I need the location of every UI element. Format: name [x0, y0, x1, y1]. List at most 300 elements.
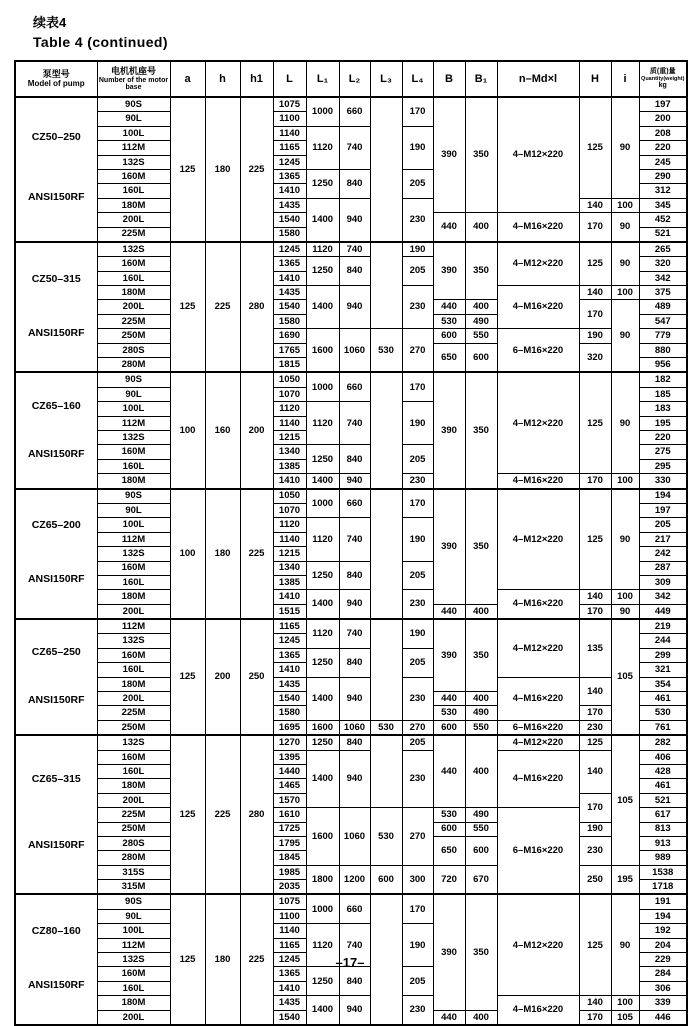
dim-i-cell: 90 — [611, 242, 639, 286]
weight-cell: 461 — [639, 692, 687, 706]
dim-H-cell: 140 — [579, 198, 611, 212]
dim-L-cell: 1075 — [273, 894, 306, 909]
motor-base-cell: 200L — [97, 213, 170, 227]
dim-L2-cell: 660 — [339, 372, 370, 401]
dim-H-cell: 170 — [579, 300, 611, 329]
dim-L1-cell: 1400 — [306, 750, 339, 808]
weight-cell: 220 — [639, 141, 687, 155]
weight-cell: 182 — [639, 372, 687, 387]
dim-B1-cell: 600 — [465, 343, 497, 372]
dim-L2-cell: 1200 — [339, 865, 370, 894]
dim-L-cell: 1120 — [273, 518, 306, 532]
col-header-L1: L₁ — [306, 61, 339, 97]
dim-L-cell: 1070 — [273, 503, 306, 517]
dim-a-cell: 125 — [170, 242, 205, 373]
dim-H-cell: 320 — [579, 343, 611, 372]
weight-cell: 200 — [639, 112, 687, 126]
weight-cell: 244 — [639, 634, 687, 648]
dim-B1-cell: 550 — [465, 720, 497, 735]
dim-L2-cell: 940 — [339, 286, 370, 329]
weight-cell: 354 — [639, 677, 687, 691]
dim-nMdl-cell: 4–M12×220 — [497, 619, 579, 677]
motor-base-cell: 132S — [97, 430, 170, 444]
dim-L-cell: 1410 — [273, 590, 306, 604]
dim-L-cell: 1540 — [273, 300, 306, 314]
table-row — [15, 489, 687, 504]
weight-cell: 284 — [639, 967, 687, 981]
dim-L4-cell: 190 — [402, 619, 433, 648]
dim-L4-cell: 230 — [402, 590, 433, 619]
dim-h-cell: 180 — [205, 894, 240, 1025]
dim-L-cell: 1140 — [273, 924, 306, 938]
dim-L2-cell: 940 — [339, 996, 370, 1025]
motor-base-cell: 100L — [97, 518, 170, 532]
dim-L-cell: 1435 — [273, 198, 306, 212]
weight-cell: 185 — [639, 387, 687, 401]
weight-cell: 299 — [639, 648, 687, 662]
dim-B1-cell: 490 — [465, 314, 497, 328]
weight-cell: 1718 — [639, 880, 687, 895]
dim-nMdl-cell: 4–M16×220 — [497, 474, 579, 489]
dim-L4-cell: 170 — [402, 97, 433, 126]
motor-base-cell: 132S — [97, 155, 170, 169]
flange-standard-label: ANSI150RF — [27, 694, 85, 707]
dim-L1-cell: 1400 — [306, 590, 339, 619]
weight-cell: 452 — [639, 213, 687, 227]
dim-L-cell: 1165 — [273, 938, 306, 952]
dim-L-cell: 1075 — [273, 97, 306, 112]
weight-cell: 242 — [639, 547, 687, 561]
motor-base-cell: 160L — [97, 663, 170, 677]
dim-B1-cell: 400 — [465, 604, 497, 619]
dim-i-cell: 90 — [611, 97, 639, 198]
dim-L-cell: 1385 — [273, 459, 306, 473]
motor-base-cell: 280M — [97, 358, 170, 373]
dim-i-cell: 195 — [611, 865, 639, 894]
dim-L-cell: 1815 — [273, 358, 306, 373]
header-model-en: Model of pump — [27, 78, 85, 88]
dim-L4-cell: 205 — [402, 967, 433, 996]
dim-L4-cell: 230 — [402, 198, 433, 242]
dim-a-cell: 125 — [170, 735, 205, 894]
dim-H-cell: 125 — [579, 242, 611, 286]
pump-model-label: CZ80–160 — [31, 925, 81, 938]
dim-L-cell: 1165 — [273, 619, 306, 634]
header-motor-en: Number of the motor base — [98, 76, 169, 91]
table-row — [15, 329, 687, 343]
dim-H-cell: 170 — [579, 793, 611, 822]
dim-L4-cell: 190 — [402, 242, 433, 257]
dim-L-cell: 1435 — [273, 677, 306, 691]
dim-L1-cell: 1400 — [306, 198, 339, 242]
dim-B-cell: 440 — [433, 1010, 465, 1025]
weight-cell: 197 — [639, 503, 687, 517]
table-row — [15, 242, 687, 257]
motor-base-cell: 250M — [97, 822, 170, 836]
table-row — [15, 865, 687, 879]
weight-cell: 217 — [639, 532, 687, 546]
dim-nMdl-cell: 4–M12×220 — [497, 97, 579, 213]
weight-cell: 345 — [639, 198, 687, 212]
dim-H-cell: 170 — [579, 1010, 611, 1025]
motor-base-cell: 132S — [97, 242, 170, 257]
dim-L1-cell: 1800 — [306, 865, 339, 894]
dim-L4-cell: 190 — [402, 924, 433, 967]
motor-base-cell: 112M — [97, 141, 170, 155]
dim-i-cell: 90 — [611, 213, 639, 242]
motor-base-cell: 160M — [97, 967, 170, 981]
dim-i-cell: 105 — [611, 735, 639, 865]
dim-L-cell: 1070 — [273, 387, 306, 401]
dim-B1-cell: 400 — [465, 692, 497, 706]
flange-standard-label: ANSI150RF — [27, 191, 85, 204]
dim-i-cell: 100 — [611, 996, 639, 1010]
dim-L-cell: 1765 — [273, 343, 306, 357]
table-title-zh: 续表4 — [33, 15, 67, 30]
dim-L3-cell — [370, 489, 402, 620]
dim-L-cell: 1580 — [273, 314, 306, 328]
pump-spec-table — [14, 60, 688, 1026]
table-title-en: Table 4 (continued) — [33, 34, 168, 50]
motor-base-cell: 160L — [97, 459, 170, 473]
dim-L-cell: 1365 — [273, 257, 306, 271]
dim-L2-cell: 840 — [339, 169, 370, 198]
dim-L4-cell: 270 — [402, 329, 433, 373]
dim-i-cell: 90 — [611, 300, 639, 372]
dim-L4-cell: 205 — [402, 169, 433, 198]
dim-L-cell: 1610 — [273, 808, 306, 822]
weight-cell: 282 — [639, 735, 687, 750]
col-header-weight — [639, 61, 687, 97]
dim-B1-cell: 550 — [465, 822, 497, 836]
motor-base-cell: 200L — [97, 793, 170, 807]
dim-B-cell: 440 — [433, 300, 465, 314]
dim-i-cell: 90 — [611, 894, 639, 995]
flange-standard-label: ANSI150RF — [27, 447, 85, 460]
dim-L2-cell: 840 — [339, 735, 370, 750]
dim-nMdl-cell: 6–M16×220 — [497, 808, 579, 895]
motor-base-cell: 100L — [97, 126, 170, 140]
dim-L1-cell: 1120 — [306, 619, 339, 648]
dim-L1-cell: 1120 — [306, 242, 339, 257]
dim-L-cell: 1410 — [273, 474, 306, 489]
model-cell — [15, 619, 97, 735]
dim-H-cell: 140 — [579, 677, 611, 706]
dim-nMdl-cell: 6–M16×220 — [497, 720, 579, 735]
dim-L4-cell: 205 — [402, 561, 433, 590]
col-header-h1: h1 — [240, 61, 273, 97]
table-row — [15, 97, 687, 112]
motor-base-cell: 225M — [97, 227, 170, 242]
dim-L1-cell: 1000 — [306, 97, 339, 126]
dim-L2-cell: 740 — [339, 619, 370, 648]
table-row — [15, 474, 687, 489]
header-weight-en: Quantity(weight) — [641, 75, 685, 82]
dim-L2-cell: 740 — [339, 242, 370, 257]
dim-a-cell: 125 — [170, 619, 205, 735]
dim-L1-cell: 1400 — [306, 474, 339, 489]
dim-L-cell: 1100 — [273, 112, 306, 126]
dim-H-cell: 125 — [579, 489, 611, 590]
weight-cell: 312 — [639, 184, 687, 198]
dim-H-cell: 125 — [579, 372, 611, 473]
dim-B1-cell: 350 — [465, 372, 497, 488]
weight-cell: 220 — [639, 430, 687, 444]
dim-h-cell: 200 — [205, 619, 240, 735]
dim-L2-cell: 840 — [339, 257, 370, 286]
dim-h-cell: 225 — [205, 735, 240, 894]
dim-H-cell: 170 — [579, 604, 611, 619]
pump-model-label: CZ65–250 — [31, 646, 81, 659]
motor-base-cell: 200L — [97, 604, 170, 619]
dim-L4-cell: 230 — [402, 286, 433, 329]
dim-L2-cell: 660 — [339, 489, 370, 518]
dim-L2-cell: 940 — [339, 198, 370, 242]
weight-cell: 287 — [639, 561, 687, 575]
dim-L-cell: 1050 — [273, 372, 306, 387]
dim-nMdl-cell: 4–M12×220 — [497, 489, 579, 590]
table-row — [15, 619, 687, 634]
header-weight-unit: kg — [658, 81, 667, 89]
dim-H-cell: 140 — [579, 996, 611, 1010]
dim-B-cell: 440 — [433, 213, 465, 242]
motor-base-cell: 180M — [97, 198, 170, 212]
header-row — [15, 61, 687, 97]
dim-B1-cell: 400 — [465, 735, 497, 807]
dim-L1-cell: 1600 — [306, 808, 339, 866]
col-header-n-Md-l: n–Md×l — [497, 61, 579, 97]
dim-i-cell: 90 — [611, 489, 639, 590]
dim-L-cell: 1245 — [273, 155, 306, 169]
dim-a-cell: 125 — [170, 97, 205, 242]
motor-base-cell: 200L — [97, 1010, 170, 1025]
dim-B1-cell: 350 — [465, 894, 497, 1010]
dim-L-cell: 1140 — [273, 532, 306, 546]
dim-L2-cell: 1060 — [339, 720, 370, 735]
dim-B-cell: 530 — [433, 808, 465, 822]
dim-B1-cell: 600 — [465, 836, 497, 865]
header-weight-zh: 质(重)量 — [649, 68, 676, 76]
motor-base-cell: 315S — [97, 865, 170, 879]
dim-B1-cell: 350 — [465, 489, 497, 605]
dim-L-cell: 1795 — [273, 836, 306, 850]
dim-L-cell: 1410 — [273, 184, 306, 198]
dim-L4-cell: 170 — [402, 372, 433, 401]
dim-L3-cell — [370, 619, 402, 720]
dim-L-cell: 1845 — [273, 851, 306, 865]
motor-base-cell: 180M — [97, 590, 170, 604]
weight-cell: 309 — [639, 575, 687, 589]
dim-h1-cell: 280 — [240, 242, 273, 373]
col-header-L4: L₄ — [402, 61, 433, 97]
weight-cell: 446 — [639, 1010, 687, 1025]
header-motor-zh: 电机机座号 — [110, 65, 156, 76]
dim-a-cell: 125 — [170, 894, 205, 1025]
dim-L2-cell: 1060 — [339, 329, 370, 373]
dim-B1-cell: 550 — [465, 329, 497, 343]
dim-L2-cell: 660 — [339, 894, 370, 923]
motor-base-cell: 90S — [97, 894, 170, 909]
dim-L-cell: 1435 — [273, 996, 306, 1010]
dim-B-cell: 440 — [433, 692, 465, 706]
dim-L2-cell: 740 — [339, 402, 370, 445]
dim-L4-cell: 205 — [402, 257, 433, 286]
dim-B1-cell: 400 — [465, 300, 497, 314]
dim-L2-cell: 840 — [339, 648, 370, 677]
dim-L1-cell: 1000 — [306, 894, 339, 923]
dim-L3-cell: 530 — [370, 808, 402, 866]
motor-base-cell: 200L — [97, 300, 170, 314]
motor-base-cell: 160L — [97, 271, 170, 285]
motor-base-cell: 180M — [97, 677, 170, 691]
dim-L-cell: 1410 — [273, 663, 306, 677]
dim-H-cell: 230 — [579, 720, 611, 735]
motor-base-cell: 90S — [97, 489, 170, 504]
model-cell — [15, 372, 97, 488]
weight-cell: 245 — [639, 155, 687, 169]
dim-H-cell: 190 — [579, 329, 611, 343]
col-header-L: L — [273, 61, 306, 97]
dim-L-cell: 1340 — [273, 561, 306, 575]
dim-L2-cell: 740 — [339, 126, 370, 169]
table-row — [15, 996, 687, 1010]
dim-nMdl-cell: 4–M16×220 — [497, 750, 579, 808]
dim-L4-cell: 190 — [402, 518, 433, 561]
weight-cell: 295 — [639, 459, 687, 473]
motor-base-cell: 280S — [97, 836, 170, 850]
dim-H-cell: 125 — [579, 97, 611, 198]
dim-i-cell: 105 — [611, 1010, 639, 1025]
dim-L-cell: 1385 — [273, 575, 306, 589]
motor-base-cell: 160L — [97, 981, 170, 995]
weight-cell: 813 — [639, 822, 687, 836]
dim-L-cell: 1165 — [273, 141, 306, 155]
dim-L-cell: 1580 — [273, 706, 306, 720]
motor-base-cell: 132S — [97, 547, 170, 561]
dim-nMdl-cell: 4–M16×220 — [497, 286, 579, 329]
dim-L-cell: 1395 — [273, 750, 306, 764]
dim-L3-cell: 530 — [370, 720, 402, 735]
dim-L1-cell: 1250 — [306, 445, 339, 474]
motor-base-cell: 132S — [97, 735, 170, 750]
dim-L2-cell: 840 — [339, 561, 370, 590]
col-header-a: a — [170, 61, 205, 97]
motor-base-cell: 225M — [97, 314, 170, 328]
weight-cell: 219 — [639, 619, 687, 634]
table-row — [15, 720, 687, 735]
motor-base-cell: 90S — [97, 97, 170, 112]
dim-i-cell: 105 — [611, 619, 639, 735]
dim-L-cell: 1365 — [273, 967, 306, 981]
dim-B-cell: 390 — [433, 894, 465, 1010]
table-row — [15, 286, 687, 300]
dim-i-cell: 100 — [611, 474, 639, 489]
dim-H-cell: 125 — [579, 894, 611, 995]
dim-h-cell: 180 — [205, 97, 240, 242]
table-row — [15, 750, 687, 764]
dim-L3-cell — [370, 97, 402, 242]
motor-base-cell: 180M — [97, 286, 170, 300]
dim-B-cell: 720 — [433, 865, 465, 894]
col-header-L3: L₃ — [370, 61, 402, 97]
dim-nMdl-cell: 4–M12×220 — [497, 735, 579, 750]
weight-cell: 761 — [639, 720, 687, 735]
dim-L2-cell: 840 — [339, 445, 370, 474]
dim-h1-cell: 250 — [240, 619, 273, 735]
weight-cell: 617 — [639, 808, 687, 822]
dim-L1-cell: 1600 — [306, 329, 339, 373]
dim-L-cell: 1515 — [273, 604, 306, 619]
dim-h1-cell: 280 — [240, 735, 273, 894]
motor-base-cell: 112M — [97, 532, 170, 546]
dim-L-cell: 1365 — [273, 169, 306, 183]
weight-cell: 195 — [639, 416, 687, 430]
col-header-B1: B₁ — [465, 61, 497, 97]
motor-base-cell: 132S — [97, 953, 170, 967]
dim-L1-cell: 1600 — [306, 720, 339, 735]
model-cell — [15, 242, 97, 373]
dim-H-cell: 170 — [579, 706, 611, 720]
weight-cell: 521 — [639, 793, 687, 807]
dim-B-cell: 440 — [433, 735, 465, 807]
dim-h1-cell: 225 — [240, 97, 273, 242]
dim-h-cell: 160 — [205, 372, 240, 488]
dim-L4-cell: 170 — [402, 489, 433, 518]
weight-cell: 406 — [639, 750, 687, 764]
table-row — [15, 735, 687, 750]
weight-cell: 229 — [639, 953, 687, 967]
dim-L-cell: 1695 — [273, 720, 306, 735]
dim-L2-cell: 940 — [339, 474, 370, 489]
weight-cell: 208 — [639, 126, 687, 140]
dim-L4-cell: 230 — [402, 996, 433, 1025]
flange-standard-label: ANSI150RF — [27, 573, 85, 586]
weight-cell: 779 — [639, 329, 687, 343]
dim-L-cell: 1140 — [273, 416, 306, 430]
weight-cell: 428 — [639, 764, 687, 778]
motor-base-cell: 280S — [97, 343, 170, 357]
dim-h1-cell: 225 — [240, 489, 273, 620]
dim-L-cell: 1050 — [273, 489, 306, 504]
dim-L-cell: 1215 — [273, 547, 306, 561]
col-header-L2: L₂ — [339, 61, 370, 97]
table-row — [15, 677, 687, 691]
dim-L1-cell: 1000 — [306, 489, 339, 518]
model-cell — [15, 489, 97, 620]
weight-cell: 339 — [639, 996, 687, 1010]
dim-B-cell: 600 — [433, 720, 465, 735]
dim-L2-cell: 740 — [339, 518, 370, 561]
motor-base-cell: 160M — [97, 648, 170, 662]
dim-B-cell: 600 — [433, 822, 465, 836]
weight-cell: 342 — [639, 271, 687, 285]
dim-nMdl-cell: 4–M16×220 — [497, 677, 579, 720]
motor-base-cell: 160M — [97, 750, 170, 764]
dim-B1-cell: 350 — [465, 619, 497, 691]
dim-L4-cell: 190 — [402, 126, 433, 169]
dim-L1-cell: 1250 — [306, 257, 339, 286]
dim-nMdl-cell: 4–M12×220 — [497, 894, 579, 995]
dim-L2-cell: 1060 — [339, 808, 370, 866]
pump-model-label: CZ65–200 — [31, 519, 81, 532]
weight-cell: 275 — [639, 445, 687, 459]
dim-L-cell: 1140 — [273, 126, 306, 140]
motor-base-cell: 160M — [97, 169, 170, 183]
weight-cell: 956 — [639, 358, 687, 373]
weight-cell: 204 — [639, 938, 687, 952]
motor-base-cell: 160L — [97, 764, 170, 778]
dim-L4-cell: 300 — [402, 865, 433, 894]
